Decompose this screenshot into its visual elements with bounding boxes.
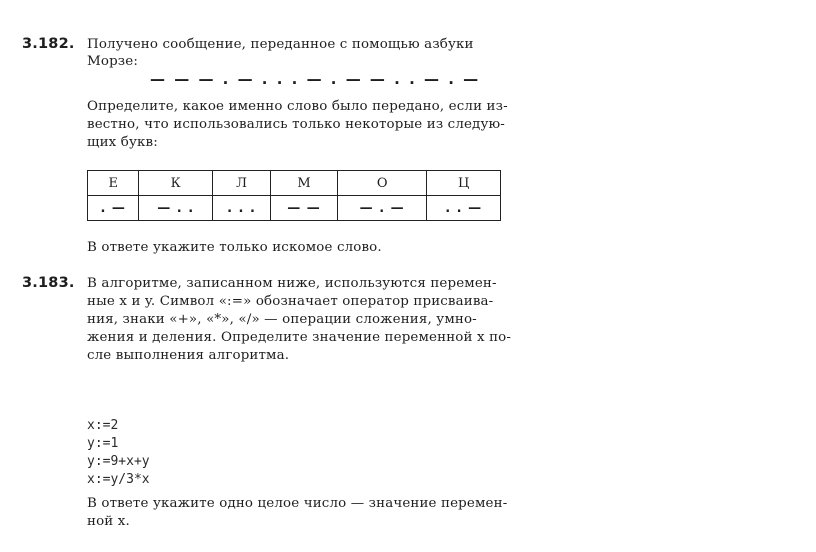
table-cell-letter: М [271,171,338,196]
problem-number-182: 3.182. [22,36,75,52]
morse-message: — — — . — . . . — . — — . . — . — [150,70,481,88]
table-cell-letter: Л [213,171,271,196]
table-row-codes [88,196,501,221]
problem-183-text-line-5: сле выполнения алгоритма. [87,348,290,363]
code-line-1: x:=2 [87,418,119,433]
problem-182-question-line-2: вестно, что использовались только некоторые из следую- [87,117,505,132]
code-line-2: y:=1 [87,436,119,451]
problem-182-question-line-3: щих букв: [87,135,158,150]
problem-183-text-line-1: В алгоритме, записанном ниже, используются перемен- [87,276,497,291]
table-cell-code: . — [88,196,139,221]
table-cell-letter: К [139,171,213,196]
morse-code-table [87,170,501,221]
problem-182-text-line-2: Морзе: [87,54,138,69]
table-cell-letter: Е [88,171,139,196]
code-line-3: y:=9+x+y [87,454,150,469]
table-cell-code: — . — [338,196,427,221]
table-cell-code: — — [271,196,338,221]
table-cell-code: . . — [427,196,501,221]
problem-182-text-line-1: Получено сообщение, переданное с помощью азбуки [87,37,474,52]
table-cell-letter: Ц [427,171,501,196]
problem-number-183: 3.183. [22,275,75,291]
problem-183-answer-line-2: ной x. [87,514,130,529]
problem-182-answer-note: В ответе укажите только искомое слово. [87,240,382,255]
table-cell-letter: О [338,171,427,196]
code-line-4: x:=y/3*x [87,472,150,487]
table-cell-code: . . . [213,196,271,221]
table-row-letters [88,171,501,196]
problem-183-answer-line-1: В ответе укажите одно целое число — значение перемен- [87,496,508,511]
problem-183-text-line-2: ные x и y. Символ «:=» обозначает оператор присваива- [87,294,494,309]
problem-182-question-line-1: Определите, какое именно слово было передано, если из- [87,99,508,114]
table-cell-code: — . . [139,196,213,221]
problem-183-text-line-4: жения и деления. Определите значение переменной x по- [87,330,512,345]
problem-183-text-line-3: ния, знаки «+», «*», «/» — операции сложения, умно- [87,312,477,327]
